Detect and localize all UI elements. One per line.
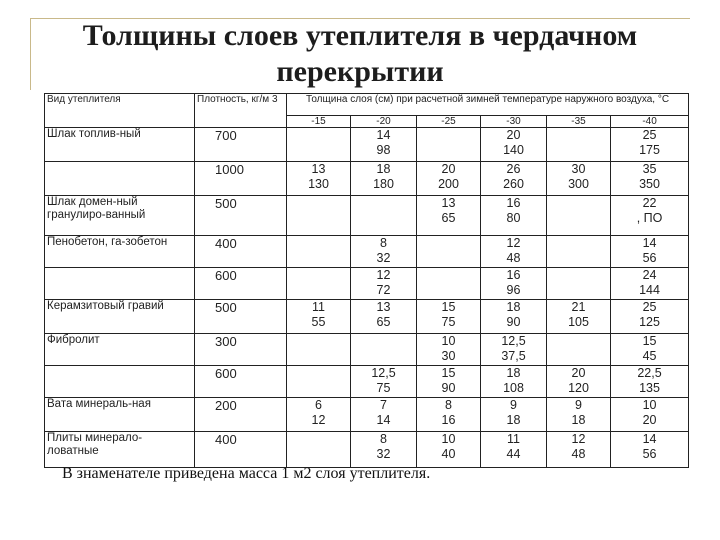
density-cell: 200 bbox=[195, 398, 287, 432]
thickness-cell: 12,5 37,5 bbox=[481, 334, 547, 366]
thickness-cell: 8 32 bbox=[351, 432, 417, 468]
thickness-cell: 26 260 bbox=[481, 162, 547, 196]
density-cell: 400 bbox=[195, 236, 287, 268]
header-temp: -20 bbox=[351, 116, 417, 128]
header-density: Плотность, кг/м 3 bbox=[195, 94, 287, 128]
table-row bbox=[45, 432, 689, 468]
thickness-cell: 14 56 bbox=[611, 236, 689, 268]
thickness-cell: 11 44 bbox=[481, 432, 547, 468]
thickness-cell bbox=[287, 432, 351, 468]
material-cell bbox=[45, 162, 195, 196]
thickness-cell bbox=[287, 196, 351, 236]
thickness-cell: 8 16 bbox=[417, 398, 481, 432]
thickness-cell: 12,5 75 bbox=[351, 366, 417, 398]
thickness-cell: 13 65 bbox=[417, 196, 481, 236]
decorative-frame-vertical bbox=[30, 18, 31, 90]
thickness-cell bbox=[287, 128, 351, 162]
thickness-cell bbox=[417, 128, 481, 162]
thickness-cell: 12 72 bbox=[351, 268, 417, 300]
thickness-cell: 11 55 bbox=[287, 300, 351, 334]
thickness-cell bbox=[547, 196, 611, 236]
header-thickness: Толщина слоя (см) при расчетной зимней температуре наружного воздуха, °С bbox=[287, 94, 689, 116]
header-temp: -25 bbox=[417, 116, 481, 128]
header-temp: -40 bbox=[611, 116, 689, 128]
density-cell: 300 bbox=[195, 334, 287, 366]
table-row bbox=[45, 268, 689, 300]
header-material: Вид утеплителя bbox=[45, 94, 195, 128]
thickness-cell bbox=[351, 196, 417, 236]
thickness-cell bbox=[547, 128, 611, 162]
thickness-cell: 15 90 bbox=[417, 366, 481, 398]
thickness-cell: 7 14 bbox=[351, 398, 417, 432]
thickness-cell bbox=[287, 268, 351, 300]
density-cell: 600 bbox=[195, 366, 287, 398]
density-cell: 500 bbox=[195, 196, 287, 236]
thickness-cell: 22 , ПО bbox=[611, 196, 689, 236]
thickness-cell: 9 18 bbox=[481, 398, 547, 432]
table-row bbox=[45, 334, 689, 366]
thickness-cell: 22,5 135 bbox=[611, 366, 689, 398]
thickness-cell: 10 40 bbox=[417, 432, 481, 468]
page-title: Толщины слоев утеплителя в чердачном перекрытии bbox=[82, 19, 638, 88]
thickness-cell: 6 12 bbox=[287, 398, 351, 432]
thickness-cell: 14 56 bbox=[611, 432, 689, 468]
thickness-cell: 24 144 bbox=[611, 268, 689, 300]
header-temp: -15 bbox=[287, 116, 351, 128]
thickness-cell bbox=[547, 268, 611, 300]
thickness-cell: 25 175 bbox=[611, 128, 689, 162]
thickness-cell: 8 32 bbox=[351, 236, 417, 268]
thickness-cell: 18 90 bbox=[481, 300, 547, 334]
thickness-cell bbox=[417, 236, 481, 268]
density-cell: 500 bbox=[195, 300, 287, 334]
footnote: В знаменателе приведена масса 1 м2 слоя утеплителя. bbox=[62, 465, 431, 482]
insulation-table bbox=[44, 93, 688, 468]
material-cell: Шлак домен-ный гранулиро-ванный bbox=[45, 196, 195, 236]
thickness-cell bbox=[287, 236, 351, 268]
material-cell: Фибролит bbox=[45, 334, 195, 366]
table-row bbox=[45, 366, 689, 398]
thickness-cell bbox=[417, 268, 481, 300]
thickness-cell: 18 108 bbox=[481, 366, 547, 398]
material-cell bbox=[45, 366, 195, 398]
density-cell: 400 bbox=[195, 432, 287, 468]
table-row bbox=[45, 300, 689, 334]
material-cell: Вата минераль-ная bbox=[45, 398, 195, 432]
thickness-cell: 20 140 bbox=[481, 128, 547, 162]
thickness-cell: 13 65 bbox=[351, 300, 417, 334]
thickness-cell bbox=[287, 366, 351, 398]
material-cell: Пенобетон, га-зобетон bbox=[45, 236, 195, 268]
thickness-cell: 35 350 bbox=[611, 162, 689, 196]
thickness-cell: 16 96 bbox=[481, 268, 547, 300]
density-cell: 1000 bbox=[195, 162, 287, 196]
header-temp: -35 bbox=[547, 116, 611, 128]
thickness-cell: 15 75 bbox=[417, 300, 481, 334]
material-cell: Шлак топлив-ный bbox=[45, 128, 195, 162]
thickness-cell: 21 105 bbox=[547, 300, 611, 334]
thickness-cell: 10 20 bbox=[611, 398, 689, 432]
table-row bbox=[45, 162, 689, 196]
thickness-cell: 14 98 bbox=[351, 128, 417, 162]
table-body bbox=[45, 128, 689, 468]
material-cell: Плиты минерало-ловатные bbox=[45, 432, 195, 468]
material-cell bbox=[45, 268, 195, 300]
thickness-cell bbox=[351, 334, 417, 366]
thickness-cell: 9 18 bbox=[547, 398, 611, 432]
thickness-cell: 13 130 bbox=[287, 162, 351, 196]
thickness-cell: 20 120 bbox=[547, 366, 611, 398]
material-cell: Керамзитовый гравий bbox=[45, 300, 195, 334]
thickness-cell bbox=[287, 334, 351, 366]
thickness-cell: 15 45 bbox=[611, 334, 689, 366]
density-cell: 700 bbox=[195, 128, 287, 162]
header-temp: -30 bbox=[481, 116, 547, 128]
table-row bbox=[45, 236, 689, 268]
thickness-cell: 10 30 bbox=[417, 334, 481, 366]
thickness-cell: 16 80 bbox=[481, 196, 547, 236]
table-row bbox=[45, 196, 689, 236]
thickness-cell: 12 48 bbox=[481, 236, 547, 268]
table-row bbox=[45, 398, 689, 432]
thickness-cell bbox=[547, 334, 611, 366]
thickness-cell: 25 125 bbox=[611, 300, 689, 334]
thickness-cell: 30 300 bbox=[547, 162, 611, 196]
thickness-cell: 18 180 bbox=[351, 162, 417, 196]
thickness-cell bbox=[547, 236, 611, 268]
table-row bbox=[45, 128, 689, 162]
density-cell: 600 bbox=[195, 268, 287, 300]
thickness-cell: 20 200 bbox=[417, 162, 481, 196]
thickness-cell: 12 48 bbox=[547, 432, 611, 468]
